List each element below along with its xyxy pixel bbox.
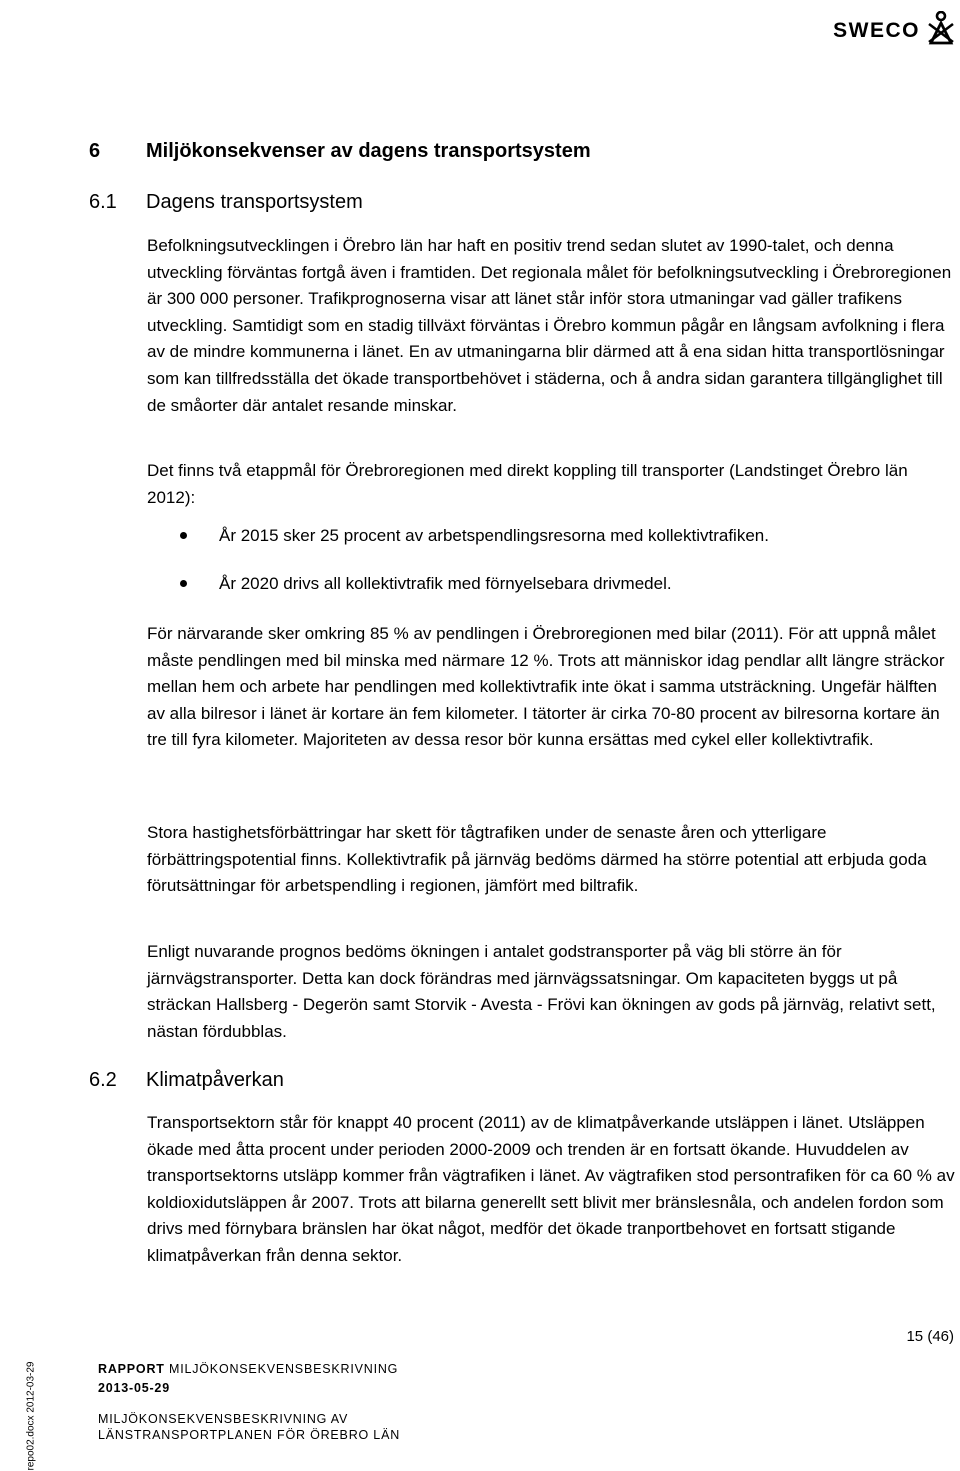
paragraph-commuting: För närvarande sker omkring 85 % av pendlingen i Örebroregionen med bilar (2011). För att uppnå målet måste pendlingen med bil minska med närmare 12 %. Trots att människor idag pendlar allt längre sträckor mellan hem och arbete har pendlingen med kollektivtrafik inte ökat i samma utsträckning. Ungefär hälften av alla bilresor i länet är kortare än fem kilometer. I tätorter är cirka 70-80 procent av bilresorna kortare än tre till fyra kilometer. Majoriteten av dessa resor bör kunna ersättas med cykel eller kollektivtrafik. bbox=[147, 624, 945, 750]
sweco-logo bbox=[833, 8, 956, 48]
side-document-id: repo02.docx 2012-03-29 bbox=[25, 1361, 37, 1471]
section-title: Miljökonsekvenser av dagens transportsystem bbox=[146, 140, 591, 162]
sweco-mark-icon bbox=[926, 11, 956, 45]
subsection-title: Dagens transportsystem bbox=[146, 191, 363, 213]
section-number: 6 bbox=[89, 140, 101, 162]
footer-line-4: LÄNSTRANSPORTPLANEN FÖR ÖREBRO LÄN bbox=[98, 1428, 401, 1442]
paragraph-rail: Stora hastighetsförbättringar har skett för tågtrafiken under de senaste åren och ytterligare förbättringspotential finns. Kollektivtrafik på järnväg bedöms därmed ha större potential att erbjuda goda förutsättningar för arbetspendling i regionen, jämfört med biltrafik. bbox=[147, 823, 927, 896]
list-item: År 2015 sker 25 procent av arbetspendlingsresorna med kollektivtrafiken. bbox=[147, 523, 959, 571]
subsection-heading-6-1 bbox=[89, 191, 363, 214]
report-title: MILJÖKONSEKVENSBESKRIVNING bbox=[169, 1362, 399, 1376]
footer-report bbox=[98, 1362, 398, 1376]
logo-text: SWECO bbox=[833, 19, 920, 42]
report-label: RAPPORT bbox=[98, 1362, 165, 1376]
paragraph-climate: Transportsektorn står för knappt 40 procent (2011) av de klimatpåverkande utsläppen i länet. Utsläppen ökade med åtta procent under perioden 2000-2009 och trenden är en fortsatt ökande. Huvuddelen av transportsektorns utsläpp kommer från vägtrafiken i länet. Av vägtrafiken stod persontrafiken för ca 60 % av koldioxidutsläppen år 2007. Trots att bilarna generellt sett blivit mer bränslesnåla, och andelen fordon som drivs med förnybara bränslen har ökat något, medför det ökade tranportbehovet en fortsatt stigande klimatpåverkan från denna sektor. bbox=[147, 1113, 955, 1265]
paragraph-population: Befolkningsutvecklingen i Örebro län har haft en positiv trend sedan slutet av 1990-talet, och denna utveckling förväntas fortgå även i framtiden. Det regionala målet för befolkningsutveckling i Örebroregionen är 300 000 personer. Trafikprognoserna visar att länet står inför stora utmaningar vad gäller trafikens utveckling. Samtidigt som en stadig tillväxt förväntas i Örebro kommun pågår en långsam avfolkning i flera av de mindre kommunerna i länet. En av utmaningarna blir därmed att å ena sidan hitta transportlösningar som kan tillfredsställa det ökade transportbehövet i städerna, och å andra sidan garantera tillgänglighet till de småorter där antalet resande minskar. bbox=[147, 236, 952, 415]
goals-list bbox=[147, 523, 959, 619]
section-heading bbox=[89, 140, 591, 163]
subsection-number: 6.1 bbox=[89, 191, 117, 213]
bullet-icon bbox=[180, 532, 187, 539]
list-item: År 2020 drivs all kollektivtrafik med förnyelsebara drivmedel. bbox=[147, 571, 959, 619]
subsection-title: Klimatpåverkan bbox=[146, 1069, 284, 1091]
footer-date: 2013-05-29 bbox=[98, 1381, 170, 1395]
subsection-number: 6.2 bbox=[89, 1069, 117, 1091]
page-number: 15 (46) bbox=[906, 1328, 954, 1345]
bullet-icon bbox=[180, 580, 187, 587]
paragraph-goals-intro: Det finns två etappmål för Örebroregionen med direkt koppling till transporter (Landstinget Örebro län 2012): bbox=[147, 461, 908, 507]
footer-line-3: MILJÖKONSEKVENSBESKRIVNING AV bbox=[98, 1412, 349, 1426]
subsection-heading-6-2 bbox=[89, 1069, 284, 1092]
paragraph-freight: Enligt nuvarande prognos bedöms ökningen i antalet godstransporter på väg bli större än för järnvägstransporter. Detta kan dock förändras med järnvägssatsningar. Om kapaciteten byggs ut på sträckan Hallsberg - Degerön samt Storvik - Avesta - Frövi kan ökningen av gods på järnväg, relativt sett, nästan fördubblas. bbox=[147, 942, 936, 1041]
